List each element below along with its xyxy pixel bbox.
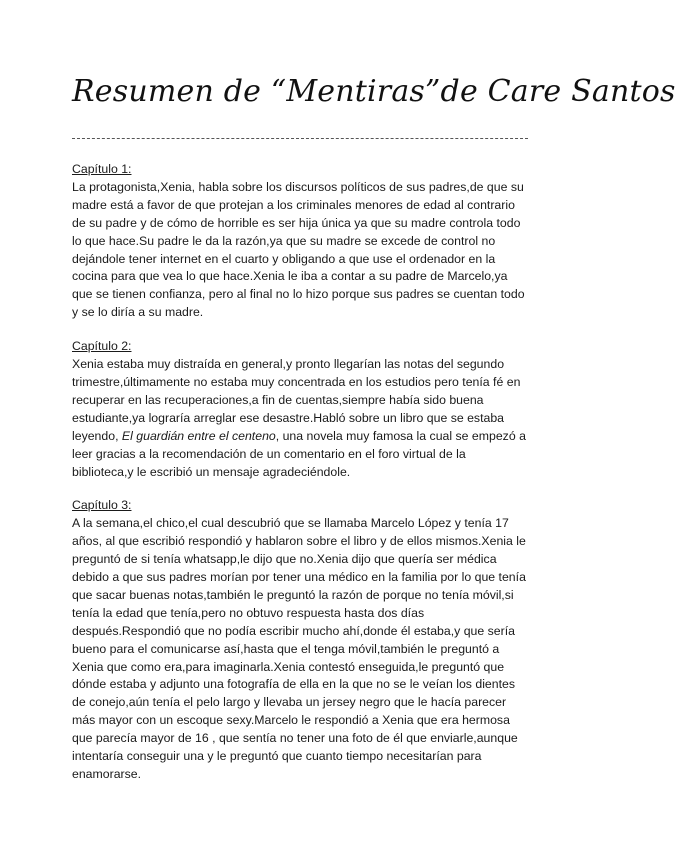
chapter-3-text: A la semana,el chico,el cual descubrió que se llamaba Marcelo López y tenía 17 años, al que escribió respondió y hablaron sobre el libro y de ellos mismos.Xenia le preguntó de si tenía whatsapp,le dijo que no.Xenia dijo que quería ser médica debido a que sus padres morían por tener una médico en la familia por lo que tenía que sacar buenas notas,también le preguntó la razón de porque no tenía móvil,si tenía la edad que tenía,pero no obtuvo respuesta hasta dos días después.Respondió que no podía escribir mucho ahí,donde él estaba,y que sería bueno para el comunicarse así,hasta que el tenga móvil,también le preguntó a Xenia que como era,para imaginarla.Xenia contestó enseguida,le preguntó que dónde estaba y adjunto una fotografía de ella en la que no se le veían los dientes de conejo,aún tenía el pelo largo y llevaba un jersey negro que le hacía parecer más mayor con un escoque sexy.Marcelo le respondió a Xenia que era hermosa que parecía mayor de 16 , que sentía no tener una foto de él que enviarle,aunque intentaría conseguir una y le preguntó que cuanto tiempo necesitarían para enamorarse. — [72, 516, 526, 781]
chapter-3-heading: Capítulo 3: — [72, 498, 132, 513]
document-body — [72, 161, 528, 800]
book-title: El guardián entre el centeno — [121, 428, 276, 443]
chapter-2-text-before: Xenia estaba muy distraída en general,y pronto llegarían las notas del segundo trimestre,últimamente no estaba muy concentrada en los estudios pero tenía fé en recuperar en las recuperaciones,a fin de cuentas,siempre había sido buena estudiante,ya lograría arreglar ese desastre.Habló sobre un libro que se estaba leyendo, — [72, 357, 521, 443]
chapter-2-section — [72, 338, 528, 481]
chapter-1-section — [72, 161, 528, 322]
chapter-2-text — [72, 356, 528, 481]
title-divider — [72, 138, 528, 139]
chapter-3-section — [72, 497, 528, 784]
chapter-2-heading: Capítulo 2: — [72, 339, 132, 354]
chapter-1-heading: Capítulo 1: — [72, 162, 132, 176]
document-title: Resumen de “Mentiras”de Care Santos — [72, 74, 676, 109]
chapter-1-text: La protagonista,Xenia, habla sobre los discursos políticos de sus padres,de que su madre está a favor de que protejan a los criminales menores de edad al contrario de su padre y de cómo de horrible es ser hija única ya que su madre controla todo lo que hace.Su padre le da la razón,ya que su madre se excede de control no dejándole tener internet en el cuarto y obligando a que use el ordenador en la cocina para que vea lo que hace.Xenia le iba a contar a su padre de Marcelo,ya que se tienen confianza, pero al final no lo hizo porque sus padres se cuentan todo y se lo diría a su madre. — [72, 179, 525, 320]
chapter-2-text-after: , una novela muy famosa la cual se empezó a leer gracias a la recomendación de un comentario en el foro virtual de la biblioteca,y le escribió un mensaje agradeciéndole. — [72, 428, 526, 479]
